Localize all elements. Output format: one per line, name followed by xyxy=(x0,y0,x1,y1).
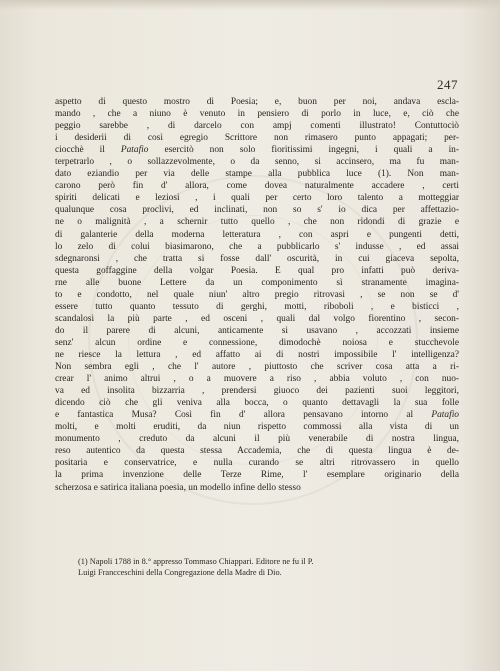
text-line: terpetrarlo , o sollazzevolmente, o da senno, si accinsero, ma fu man- xyxy=(55,157,459,168)
footnote-line: (1) Napoli 1788 in 8.° appresso Tommaso Chiappari. Editore ne fu il P. xyxy=(78,557,314,566)
text-line: e fantastica Musa? Così fin d' allora pensavano intorno al Patafio xyxy=(55,410,459,421)
text-line: positaria e conservatrice, e nulla curando se altri ritrovassero in quello xyxy=(55,458,459,469)
text-line: Non sembra egli , che l' autore , piuttosto che scriver cosa atta a ri- xyxy=(55,362,459,373)
text-line: di galanterie della moderna letteratura , con aspri e pungenti detti, xyxy=(55,229,459,240)
text-line: sdegnaronsi , che tratta si fosse dall' oscurità, in cui giaceva sepolta, xyxy=(55,253,459,264)
text-line: molti, e molti eruditi, da niun rispetto commossi alla vista di un xyxy=(55,422,459,433)
footnote xyxy=(78,556,462,578)
text-line: to e condotto, nel quale niun' altro pregio ritrovasi , se non se d' xyxy=(55,289,459,300)
body-text xyxy=(55,96,459,494)
text-line: aspetto di questo mostro di Poesia; e, buon per noi, andava escla- xyxy=(55,97,459,107)
text-line: lo zelo di colui biasimarono, che a pubblicarlo s' indusse , ed assai xyxy=(55,241,459,252)
text-line: ciocchè il Patafio esercitò non solo fioritissimi ingegni, i quali a in- xyxy=(55,145,459,156)
text-line: spiriti delicati e leziosi , i quali per certo loro talento a motteggiar xyxy=(55,193,459,204)
text-line: qualunque cosa proclivi, ed inclinati, non so s' io dica per affettazio- xyxy=(55,205,459,216)
page-edge-shadow xyxy=(0,0,500,10)
text-line: carono però fin d' allora, come dovea naturalmente accadere , certi xyxy=(55,181,459,192)
text-line: la prima invenzione delle Terze Rime, l' esemplare originario della xyxy=(55,470,459,481)
text-line: questa goffaggine della volgar Poesia. E qual pro infatti può deriva- xyxy=(55,265,459,276)
text-line: do il parere di alcuni, anticamente si usavano , accozzati insieme xyxy=(55,325,459,336)
text-line: monumento , creduto da alcuni il più venerabile di nostra lingua, xyxy=(55,434,459,445)
page-number: 247 xyxy=(437,77,458,92)
text-line: va ed insolita bizzarria , prendersi giuoco dei pazienti suoi leggitori, xyxy=(55,386,459,397)
text-line: rne alle buone Lettere da un componimento sì stranamente imagina- xyxy=(55,277,459,288)
text-line: dato eziandio per via delle stampe alla pubblica luce (1). Non man- xyxy=(55,169,459,180)
text-line: ne riesce la lettura , ed affatto ai di nostri impossibile l' intelligenza? xyxy=(55,349,459,360)
text-line: crear l' animo altrui , o a muovere a riso , abbia voluto , con nuo- xyxy=(55,374,459,385)
text-line: scandalosi la più parte , ed osceni , quali dal volgo fiorentino , secon- xyxy=(55,313,459,324)
text-line: dicendo ciò che gli veniva alla bocca, o quanto dettavagli la sua folle xyxy=(55,398,459,409)
footnote-line: Luigi Francceschini della Congregazione della Madre di Dio. xyxy=(78,568,282,577)
text-line: senz' alcun ordine e connessione, dimodochè noiosa e stucchevole xyxy=(55,337,459,348)
text-line: reso autentico da questa stessa Accademia, che di questa lingua è de- xyxy=(55,446,459,457)
text-line: scherzosa e satirica italiana poesia, un modello infine dello stesso xyxy=(55,482,301,493)
text-line: essere tutto quanto tessuto di gerghi, motti, riboboli , e bisticci , xyxy=(55,301,459,312)
text-line: ne o malignità , a schernir tutto quello , che non ridondi di grazie e xyxy=(55,217,459,228)
text-line: i desiderii di così egregio Scrittore non rimasero punto appagati; per- xyxy=(55,133,459,144)
text-line: peggio sarebbe , di darcelo con ampj comenti illustrato! Contuttociò xyxy=(55,121,459,132)
text-line: mando , che a niuno è venuto in pensiero di porlo in luce, e, ciò che xyxy=(55,109,459,120)
